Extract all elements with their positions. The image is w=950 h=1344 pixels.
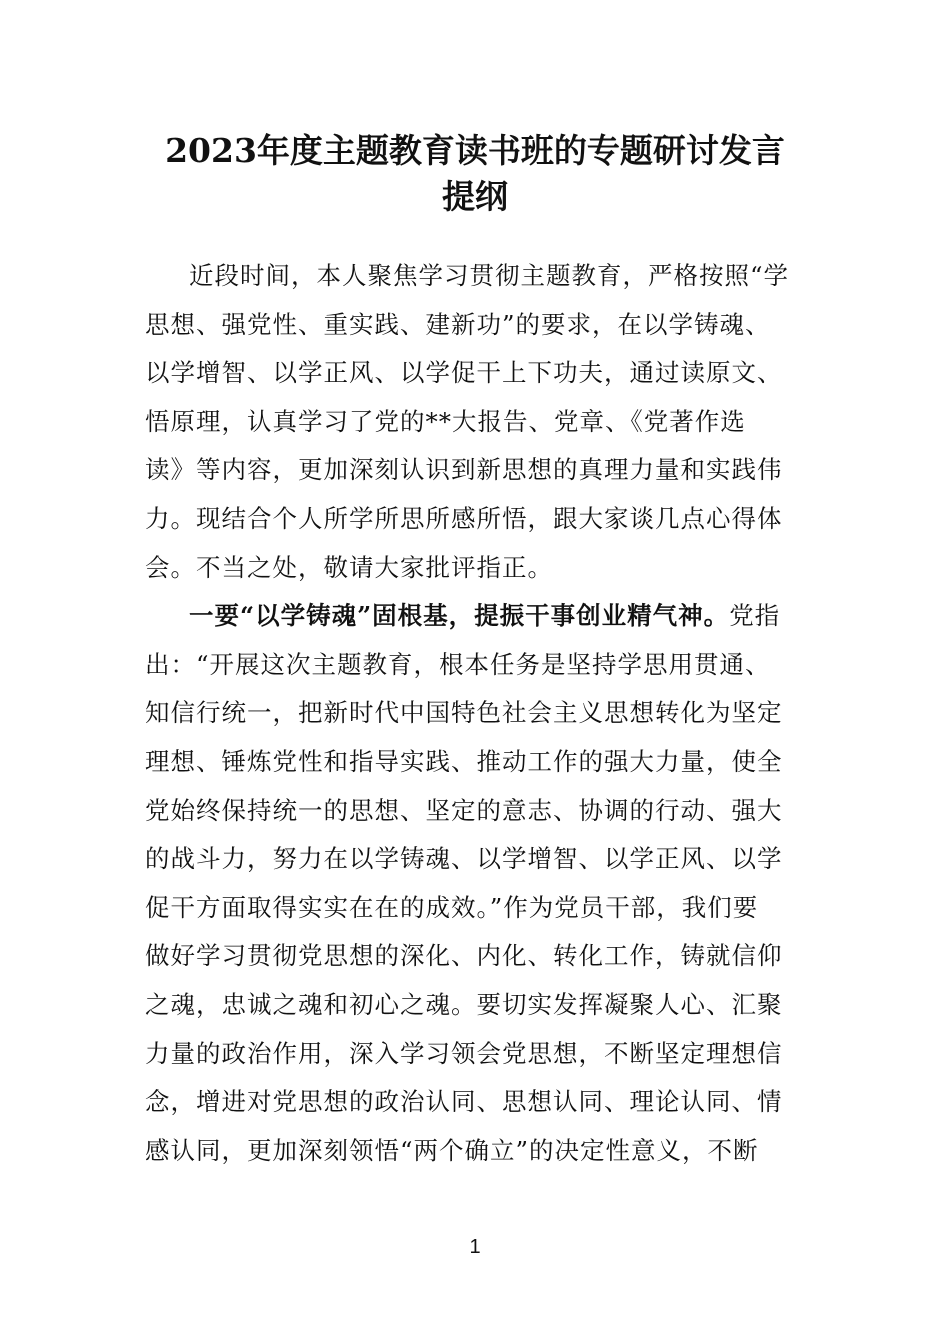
- paragraph-1-line: 力。现结合个人所学所思所感所悟，跟大家谈几点心得体: [145, 503, 783, 533]
- paragraph-2-line: 知信行统一，把新时代中国特色社会主义思想转化为坚定: [145, 698, 783, 728]
- paragraph-1-line: 会。不当之处，敬请大家批评指正。: [145, 552, 553, 582]
- paragraph-1-line: 思想、强党性、重实践、建新功”的要求，在以学铸魂、: [145, 309, 771, 339]
- title-line-2: 提纲: [442, 177, 508, 216]
- paragraph-2-first-line: [145, 592, 805, 641]
- paragraph-2-line: 感认同，更加深刻领悟“两个确立”的决定性意义，不断: [145, 1135, 759, 1165]
- document-title: [100, 128, 850, 220]
- paragraph-1-line: 读》等内容，更加深刻认识到新思想的真理力量和实践伟: [145, 455, 783, 485]
- document-body: [145, 252, 805, 1175]
- paragraph-2-line: 理想、锤炼党性和指导实践、推动工作的强大力量，使全: [145, 746, 783, 776]
- paragraph-2-line: 做好学习贯彻党思想的深化、内化、转化工作，铸就信仰: [145, 941, 783, 971]
- paragraph-2-line: 出：“开展这次主题教育，根本任务是坚持学思用贯通、: [145, 649, 771, 679]
- paragraph-2-first-tail: 党指: [729, 601, 781, 631]
- page-number: 1: [469, 1236, 481, 1258]
- paragraph-2-line: 党始终保持统一的思想、坚定的意志、协调的行动、强大: [145, 795, 783, 825]
- paragraph-2-line: 之魂，忠诚之魂和初心之魂。要切实发挥凝聚人心、汇聚: [145, 989, 783, 1019]
- paragraph-2-line: 力量的政治作用，深入学习领会党思想，不断坚定理想信: [145, 1038, 783, 1068]
- paragraph-2-line: 的战斗力，努力在以学铸魂、以学增智、以学正风、以学: [145, 844, 783, 874]
- paragraph-2-line: 促干方面取得实实在在的成效。”作为党员干部，我们要: [145, 892, 759, 922]
- paragraph-1-line: 近段时间，本人聚焦学习贯彻主题教育，严格按照“学: [189, 261, 790, 290]
- paragraph-1-line: 以学增智、以学正风、以学促干上下功夫，通过读原文、: [145, 358, 783, 388]
- paragraph-1-line: 悟原理，认真学习了党的**大报告、党章、《党著作选: [145, 406, 746, 436]
- title-line-1: 2023年度主题教育读书班的专题研讨发言: [165, 131, 785, 170]
- paragraph-2-heading: 一要“以学铸魂”固根基，提振干事创业精气神。: [189, 601, 730, 631]
- paragraph-2-line: 念，增进对党思想的政治认同、思想认同、理论认同、情: [145, 1087, 783, 1117]
